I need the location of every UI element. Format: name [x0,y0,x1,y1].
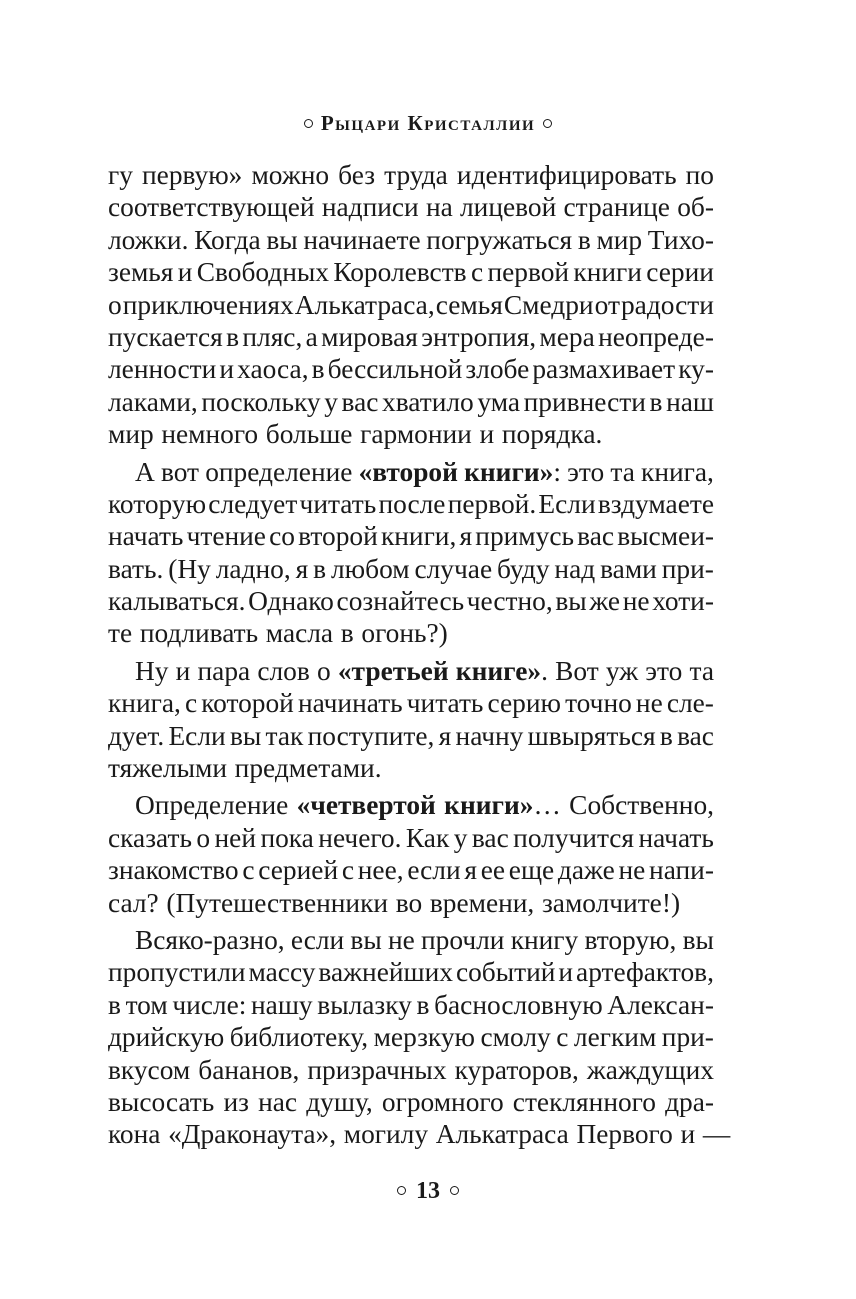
word: кона [108,1119,161,1150]
word: лаками, [108,386,198,417]
word: пока [260,822,314,853]
ornament-bullet-left [304,119,313,128]
word: книги [573,257,642,288]
word: примусь [475,521,574,552]
bold-word: книги» [464,456,554,487]
word: вкусом [108,1054,191,1085]
word: легким [573,1022,657,1053]
word: важнейших [318,957,453,988]
word: приключениях [122,289,294,320]
word: привнести [523,386,646,417]
word: Когда [194,224,261,255]
text-line [108,418,714,450]
word: же [589,586,621,617]
word: калываться. [108,586,246,617]
word: если [290,924,345,955]
text-line [108,353,714,385]
word: замолчите!) [541,887,681,918]
word: на [425,192,453,223]
word: мир [596,224,643,255]
word: тяжелыми [108,753,227,784]
text-line [108,321,714,353]
word: вами [600,553,657,584]
word: книга, [641,456,714,487]
word: соответствующей [108,192,315,223]
word: пропустили [108,957,246,988]
word: событий [455,957,556,988]
word: поступите, [307,720,435,751]
text-line [108,956,714,988]
word: швыряться [527,720,656,751]
word: Если [538,488,596,519]
word: нечего. [318,822,402,853]
word-group [456,655,548,687]
word: неопреде- [598,321,714,352]
word: в [311,354,325,385]
word: чтение [186,521,266,552]
word: вы [229,720,262,751]
text-line [108,617,714,649]
word: том [125,989,168,1020]
word: об- [677,192,714,223]
text-line [108,159,714,191]
word: те [108,618,133,649]
word: хаоса, [237,354,309,385]
paragraph [108,789,714,919]
word: которой [201,688,294,719]
word: времени, [429,887,535,918]
bold-word: книге» [455,655,542,686]
text-line [108,854,714,886]
word: Королевств [333,257,467,288]
word: с [556,1022,569,1053]
word: ее [480,855,506,886]
word: при- [661,1022,714,1053]
text-line [108,687,714,719]
body-text [108,159,731,1151]
word: в [340,618,354,649]
word: напи- [649,855,714,886]
word: и [479,419,495,450]
text-line [108,191,714,223]
word: массу [248,957,316,988]
word: Вот [555,655,599,686]
word: серией [258,855,339,886]
word: подливать [139,618,259,649]
word: о [196,822,211,853]
word: получится [513,822,635,853]
word: мера [539,321,595,352]
word: радости [620,289,714,320]
word: из [223,1086,249,1117]
word: надписи [321,192,419,223]
running-header-title: Рыцари Кристаллии [320,111,536,135]
word: сознайтесь [336,586,465,617]
word: и [177,257,193,288]
word: это [645,655,683,686]
page-number-folio [0,1176,856,1206]
word: душу, [306,1086,373,1117]
word: читать [406,688,484,719]
text-line [108,520,714,552]
text-line [108,585,714,617]
word: бессильной [327,354,463,385]
word: серии [646,257,714,288]
word: и [680,1119,696,1150]
word: серию [487,688,561,719]
word: злобе [465,354,530,385]
word: : [553,456,561,487]
bold-word: книги» [444,790,534,821]
word: в [108,989,121,1020]
word: во [395,887,423,918]
ornament-bullet-right [450,1186,459,1195]
word: вздумаете [597,488,714,519]
word: начну [455,720,524,751]
word: у [453,822,468,853]
word-group [464,456,561,488]
word: (Путешественники [166,887,389,918]
word: огонь?) [361,618,448,649]
word: так [265,720,304,751]
word: пара [197,655,251,686]
word: сказать [108,822,192,853]
word: а [305,321,318,352]
word: бананов, [198,1054,300,1085]
word: и [219,354,235,385]
text-line [108,789,714,821]
word: после [378,488,446,519]
word: начать [108,521,184,552]
bold-word: «третьей [337,655,449,686]
word: с [242,855,255,886]
word: сал? [108,887,159,918]
word: вать. [108,553,164,584]
word: о [108,289,122,320]
word: (Ну [168,553,211,584]
text-line [108,386,714,418]
word: энтропия, [421,321,537,352]
text-line [108,289,714,321]
word: ума [477,386,521,417]
word: при- [661,553,714,584]
word: от [594,289,620,320]
word: — [702,1119,731,1150]
word: больше [265,419,353,450]
text-line [108,887,714,919]
word: масла [265,618,334,649]
word: могилу [343,1119,429,1150]
word: читать [299,488,377,519]
word: высосать [108,1086,215,1117]
text-line [108,924,714,956]
word: не [635,688,663,719]
text-line [108,1118,731,1150]
word: с [341,855,355,886]
word: книга, [108,688,181,719]
word: я [464,855,477,886]
paragraph [108,159,714,451]
word: … [533,790,561,821]
word: о [316,655,331,686]
paragraph [108,655,714,785]
word: мировая [321,321,418,352]
ornament-bullet-right [543,119,552,128]
word: . [541,655,548,686]
word: в [313,553,327,584]
page-number: 13 [416,1178,440,1204]
word: не [618,855,646,886]
word: ладно, [215,553,291,584]
word: не [387,924,415,955]
word: без [338,160,376,190]
word: с [470,257,484,288]
word: прочли [421,924,505,955]
word: вот [160,456,200,487]
word: второй [298,521,378,552]
word: Как [405,822,450,853]
word: ней [214,822,256,853]
word: библиотеку, [229,1022,369,1053]
word: в [577,224,591,255]
word: вы [555,586,587,617]
word: не [622,586,650,617]
text-line [108,752,714,784]
paragraph [108,456,714,650]
word: мерзкую [373,1022,475,1053]
word: если [407,855,461,886]
word: в [416,989,430,1020]
word: кураторов, [454,1054,579,1085]
word: с [184,688,198,719]
word: Первого [576,1119,673,1150]
word: начинать [297,688,403,719]
word: Тихо- [647,224,714,255]
word: начинаете [303,224,421,255]
word: вас [341,386,379,417]
word: следует [208,488,298,519]
word: та [610,456,635,487]
word: ку- [678,354,714,385]
word: пускается [108,321,223,352]
text-line [108,822,714,854]
word: Смедри [503,289,594,320]
text-line [108,456,714,488]
text-line [108,1021,714,1053]
word: у [324,386,338,417]
word: первой [487,257,570,288]
word: это [567,456,605,487]
word: сле- [666,688,714,719]
word: и [175,655,191,686]
word: немного [161,419,259,450]
word: Если [168,720,226,751]
word: я [295,553,309,584]
word: вы [266,224,298,255]
word: начать [638,822,714,853]
word: вы [682,924,714,955]
word: первой. [447,488,537,519]
word: лицевой [460,192,557,223]
text-line [108,655,714,687]
word: ленности [108,354,217,385]
word: еще [508,855,555,886]
word: я [438,720,452,751]
word: в [649,386,663,417]
word: Алексан- [607,989,714,1020]
word: мир [108,419,154,450]
word: вас [471,822,509,853]
word: семья [435,289,503,320]
text-line [108,989,714,1021]
word: Алькатраса [435,1119,569,1150]
word: вторую, [584,924,677,955]
paragraph [108,924,731,1151]
word-group [444,789,561,821]
word: точно [565,688,632,719]
word: огромного [381,1086,504,1117]
word: вылазку [317,989,412,1020]
text-line [108,553,714,585]
word: нашу [251,989,313,1020]
word: гармонии [360,419,472,450]
word: над [554,553,596,584]
word: баснословную [434,989,603,1020]
word: призрачных [307,1054,447,1085]
word: в [226,321,240,352]
text-line [108,224,714,256]
word: предметами. [234,753,382,784]
word: в [659,720,673,751]
word: Всяко-разно, [135,924,285,955]
word: дрийскую [108,1022,225,1053]
word: нас [258,1086,298,1117]
word: которую [108,488,207,519]
word: знакомство [108,855,239,886]
word: любом [331,553,410,584]
word: стеклянного [512,1086,656,1117]
word: я [459,521,473,552]
text-line [108,256,714,288]
word: гу [108,160,133,190]
word: со [269,521,295,552]
word: поскольку [201,386,321,417]
ornament-bullet-left [397,1186,406,1195]
word: хоти- [652,586,714,617]
bold-word: «четвертой [296,790,436,821]
word: жаждущих [586,1054,714,1085]
word: ложки. [108,224,189,255]
word: и [558,957,574,988]
word: та [689,655,714,686]
bold-word: «второй [358,456,458,487]
word: вы [350,924,382,955]
word: идентифицировать [456,160,677,190]
word: даже [557,855,615,886]
word: высмеи- [617,521,714,552]
word: книгу [510,924,579,955]
word: размахивает [532,354,676,385]
word: Собственно, [569,790,714,821]
word: Свободных [196,257,329,288]
word: Ну [135,655,169,686]
word: буду [497,553,550,584]
text-line [108,488,714,520]
word: Определение [135,790,289,821]
word: определение [205,456,353,487]
word: слов [257,655,310,686]
word: «Драконаута», [168,1119,337,1150]
word: Однако [248,586,334,617]
word: числе: [172,989,247,1020]
word: А [135,456,155,487]
word: вас [577,521,615,552]
word: по [685,160,714,190]
word: странице [563,192,670,223]
word: книги, [380,521,457,552]
word: артефактов, [576,957,714,988]
running-header [0,108,856,138]
word: пляс, [242,321,303,352]
text-line [108,720,714,752]
word: нее, [357,855,404,886]
word: Алькатраса, [294,289,435,320]
word: земья [108,257,174,288]
word: дует. [108,720,165,751]
text-line [108,1086,714,1118]
word: уж [605,655,639,686]
word: смолу [480,1022,551,1053]
word: наш [666,386,714,417]
word: дра- [665,1086,714,1117]
word: порядка. [501,419,603,450]
text-line [108,1054,714,1086]
word: первую» [142,160,243,190]
word: можно [251,160,330,190]
word: честно, [466,586,553,617]
word: труда [384,160,448,190]
word: случае [414,553,493,584]
word: погружаться [426,224,573,255]
word: вас [677,720,714,751]
word: хватило [382,386,474,417]
